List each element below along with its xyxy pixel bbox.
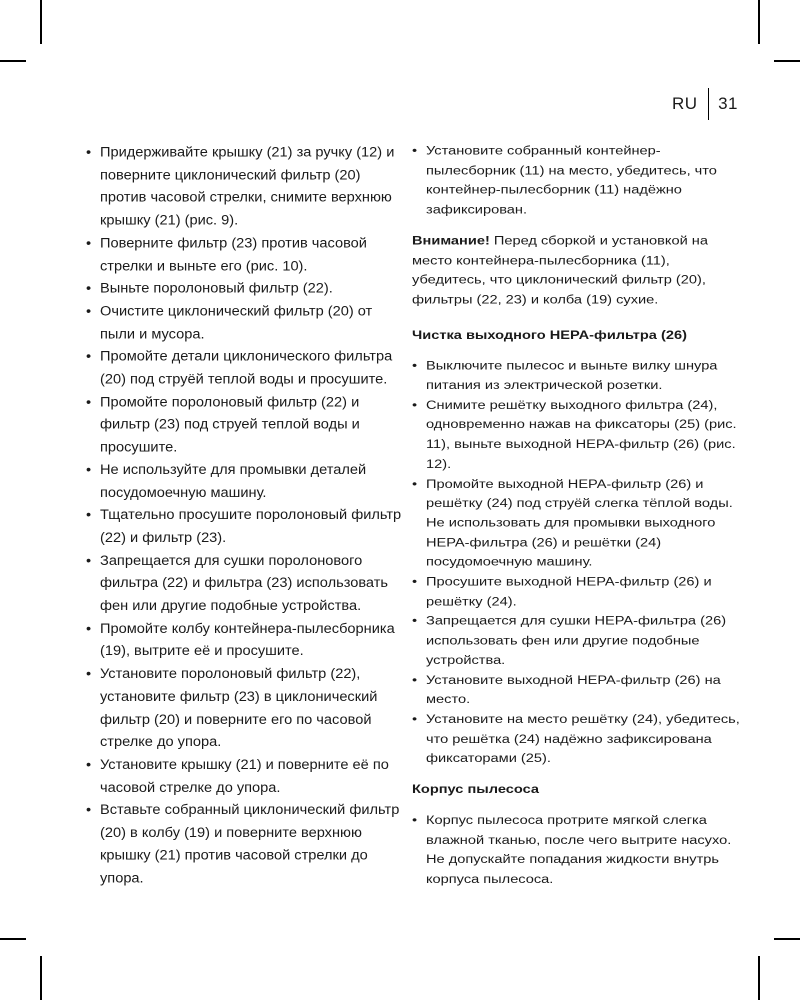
list-item: • Снимите решётку выходного фильтра (24), одновременно нажав на фиксаторы (25) (рис. 11), выньте выходной HEPA-фильтр (26) (рис. 12). — [412, 396, 742, 475]
list-item: • Корпус пылесоса протрите мягкой слегка влажной тканью, после чего вытрите насухо. Не допускайте попадания жидкости внутрь корпуса пылесоса. — [412, 811, 742, 890]
crop-mark — [0, 938, 26, 940]
list-item: • Запрещается для сушки поролонового фильтра (22) и фильтра (23) использовать фен или другие подобные устройства. — [86, 550, 408, 618]
list-item: • Промойте поролоновый фильтр (22) и фильтр (23) под струей теплой воды и просушите. — [86, 391, 408, 459]
body-section-title: Корпус пылесоса — [412, 783, 540, 797]
header-divider — [708, 88, 710, 120]
list-item: • Не используйте для промывки деталей посудомоечную машину. — [86, 459, 408, 504]
warning-text: Перед сборкой и установкой на место контейнера-пылесборника (11), убедитесь, что циклонический фильтр (20), фильтры (22, 23) и колба (19) сухие. — [412, 234, 708, 307]
list-item: • Установите крышку (21) и поверните её по часовой стрелке до упора. — [86, 754, 408, 799]
list-item: • Очистите циклонический фильтр (20) от пыли и мусора. — [86, 301, 408, 346]
crop-mark — [0, 60, 26, 62]
list-item: • Запрещается для сушки HEPA-фильтра (26) использовать фен или другие подобные устройства. — [412, 612, 742, 671]
page-header — [672, 88, 738, 120]
list-item: • Тщательно просушите поролоновый фильтр (22) и фильтр (23). — [86, 505, 408, 550]
right-top-list — [412, 142, 742, 221]
left-column — [86, 142, 408, 890]
list-item: • Поверните фильтр (23) против часовой стрелки и выньте его (рис. 10). — [86, 233, 408, 278]
warning-paragraph — [412, 232, 742, 311]
left-instruction-list — [86, 142, 408, 890]
list-item: • Выньте поролоновый фильтр (22). — [86, 278, 408, 301]
list-item: • Установите собранный контейнер-пылесборник (11) на место, убедитесь, что контейнер-пылесборник (11) надёжно зафиксирован. — [412, 142, 742, 221]
page-number: 31 — [718, 94, 738, 113]
list-item: • Промойте детали циклонического фильтра (20) под струёй теплой воды и просушите. — [86, 346, 408, 391]
list-item: • Установите на место решётку (24), убедитесь, что решётка (24) надёжно зафиксирована фиксаторами (25). — [412, 710, 742, 769]
body-instruction-list — [412, 811, 742, 890]
list-item: • Придерживайте крышку (21) за ручку (12) и поверните циклонический фильтр (20) против часовой стрелки, снимите верхнюю крышку (21) (рис. 9). — [86, 142, 408, 233]
list-item: • Промойте колбу контейнера-пылесборника (19), вытрите её и просушите. — [86, 618, 408, 663]
crop-mark — [774, 60, 800, 62]
crop-mark — [774, 938, 800, 940]
right-column — [412, 142, 742, 890]
warning-label: Внимание! — [412, 234, 490, 248]
language-code: RU — [672, 94, 698, 113]
crop-mark — [758, 0, 760, 44]
hepa-instruction-list — [412, 357, 742, 769]
list-item: • Вставьте собранный циклонический фильтр (20) в колбу (19) и поверните верхнюю крышку (21) против часовой стрелки до упора. — [86, 799, 408, 890]
list-item: • Промойте выходной HEPA-фильтр (26) и решётку (24) под струёй слегка тёплой воды. Не использовать для промывки выходного HEPA-фильтра (26) и решётки (24) посудомоечную машину. — [412, 475, 742, 573]
list-item: • Установите выходной HEPA-фильтр (26) на место. — [412, 671, 742, 710]
hepa-section-title: Чистка выходного HEPA-фильтра (26) — [412, 329, 687, 343]
crop-mark — [40, 0, 42, 44]
crop-mark — [40, 956, 42, 1000]
list-item: • Выключите пылесос и выньте вилку шнура питания из электрической розетки. — [412, 357, 742, 396]
list-item: • Установите поролоновый фильтр (22), установите фильтр (23) в циклонический фильтр (20) и поверните его по часовой стрелке до упора. — [86, 663, 408, 754]
list-item: • Просушите выходной HEPA-фильтр (26) и решётку (24). — [412, 573, 742, 612]
crop-mark — [758, 956, 760, 1000]
